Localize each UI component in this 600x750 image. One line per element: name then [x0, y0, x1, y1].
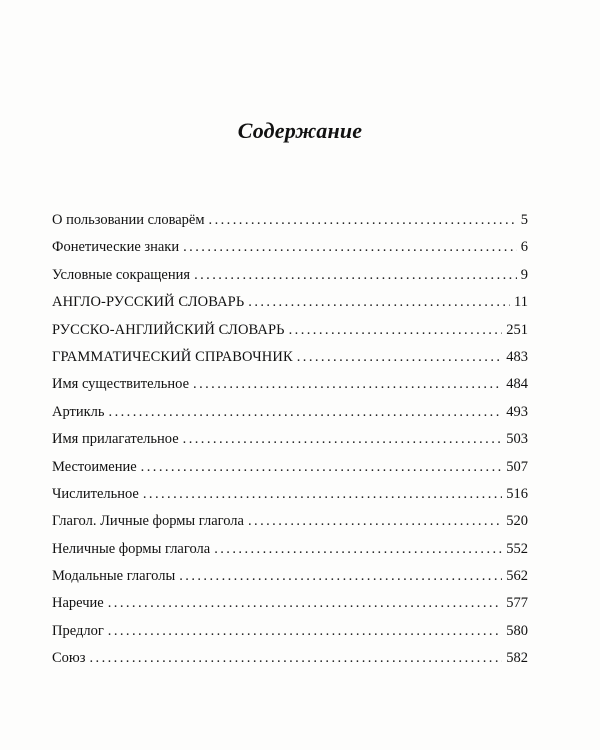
toc-leader-dots [248, 294, 510, 311]
toc-leader-dots [289, 322, 503, 339]
toc-entry [52, 459, 528, 486]
toc-entry-page: 577 [506, 595, 528, 612]
toc-entry-label: РУССКО-АНГЛИЙСКИЙ СЛОВАРЬ [52, 321, 285, 338]
toc-leader-dots [297, 349, 503, 366]
toc-entry [52, 595, 528, 622]
toc-entry [52, 541, 528, 568]
toc-leader-dots [193, 376, 502, 393]
toc-entry [52, 568, 528, 595]
toc-entry-page: 562 [506, 568, 528, 585]
table-of-contents [52, 212, 528, 678]
toc-entry-page: 483 [506, 348, 528, 365]
toc-leader-dots [209, 212, 517, 229]
toc-entry [52, 404, 528, 431]
toc-entry-section [52, 322, 528, 349]
toc-entry-label: Союз [52, 650, 86, 667]
toc-entry [52, 513, 528, 540]
toc-entry-label: Модальные глаголы [52, 568, 176, 585]
toc-leader-dots [109, 404, 503, 421]
toc-entry-page: 507 [506, 458, 528, 475]
toc-leader-dots [194, 267, 517, 284]
toc-leader-dots [214, 541, 502, 558]
toc-entry-label: ГРАММАТИЧЕСКИЙ СПРАВОЧНИК [52, 348, 293, 365]
toc-entry [52, 376, 528, 403]
toc-entry-page: 11 [514, 294, 528, 311]
toc-entry-page: 6 [520, 239, 528, 256]
toc-entry-page: 5 [520, 212, 528, 228]
toc-entry [52, 650, 528, 677]
toc-entry-section [52, 294, 528, 321]
toc-entry-page: 582 [506, 650, 528, 667]
toc-entry-label: Фонетические знаки [52, 239, 180, 256]
toc-entry [52, 267, 528, 294]
toc-leader-dots [183, 239, 517, 256]
toc-entry-page: 251 [506, 321, 528, 338]
toc-entry [52, 623, 528, 650]
toc-leader-dots [89, 650, 502, 667]
toc-leader-dots [248, 513, 502, 530]
toc-leader-dots [108, 595, 503, 612]
toc-entry-label: Местоимение [52, 458, 137, 475]
toc-entry-label: Глагол. Личные формы глагола [52, 513, 244, 530]
toc-leader-dots [108, 623, 502, 640]
toc-entry-page: 484 [506, 376, 528, 393]
toc-entry [52, 212, 528, 239]
toc-entry-label: АНГЛО-РУССКИЙ СЛОВАРЬ [52, 294, 245, 311]
page-title: Содержание [237, 118, 363, 143]
toc-leader-dots [183, 431, 503, 448]
toc-entry-label: О пользовании словарём [52, 212, 205, 228]
toc-entry-label: Предлог [52, 622, 104, 639]
toc-entry-page: 580 [506, 622, 528, 639]
toc-entry [52, 431, 528, 458]
toc-entry-page: 503 [506, 431, 528, 448]
toc-entry [52, 486, 528, 513]
toc-entry [52, 239, 528, 266]
toc-entry-label: Условные сокращения [52, 266, 191, 283]
toc-entry-label: Артикль [52, 403, 105, 420]
toc-entry-label: Неличные формы глагола [52, 540, 211, 557]
toc-entry-label: Имя прилагательное [52, 431, 179, 448]
toc-entry-page: 552 [506, 540, 528, 557]
toc-entry-page: 516 [506, 485, 528, 502]
toc-leader-dots [141, 459, 503, 476]
toc-entry-label: Наречие [52, 595, 104, 612]
toc-entry-page: 9 [520, 266, 528, 283]
toc-entry-label: Числительное [52, 485, 139, 502]
toc-entry-page: 493 [506, 403, 528, 420]
toc-entry-section [52, 349, 528, 376]
toc-leader-dots [179, 568, 502, 585]
toc-entry-label: Имя существительное [52, 376, 190, 393]
toc-entry-page: 520 [506, 513, 528, 530]
toc-leader-dots [143, 486, 502, 503]
